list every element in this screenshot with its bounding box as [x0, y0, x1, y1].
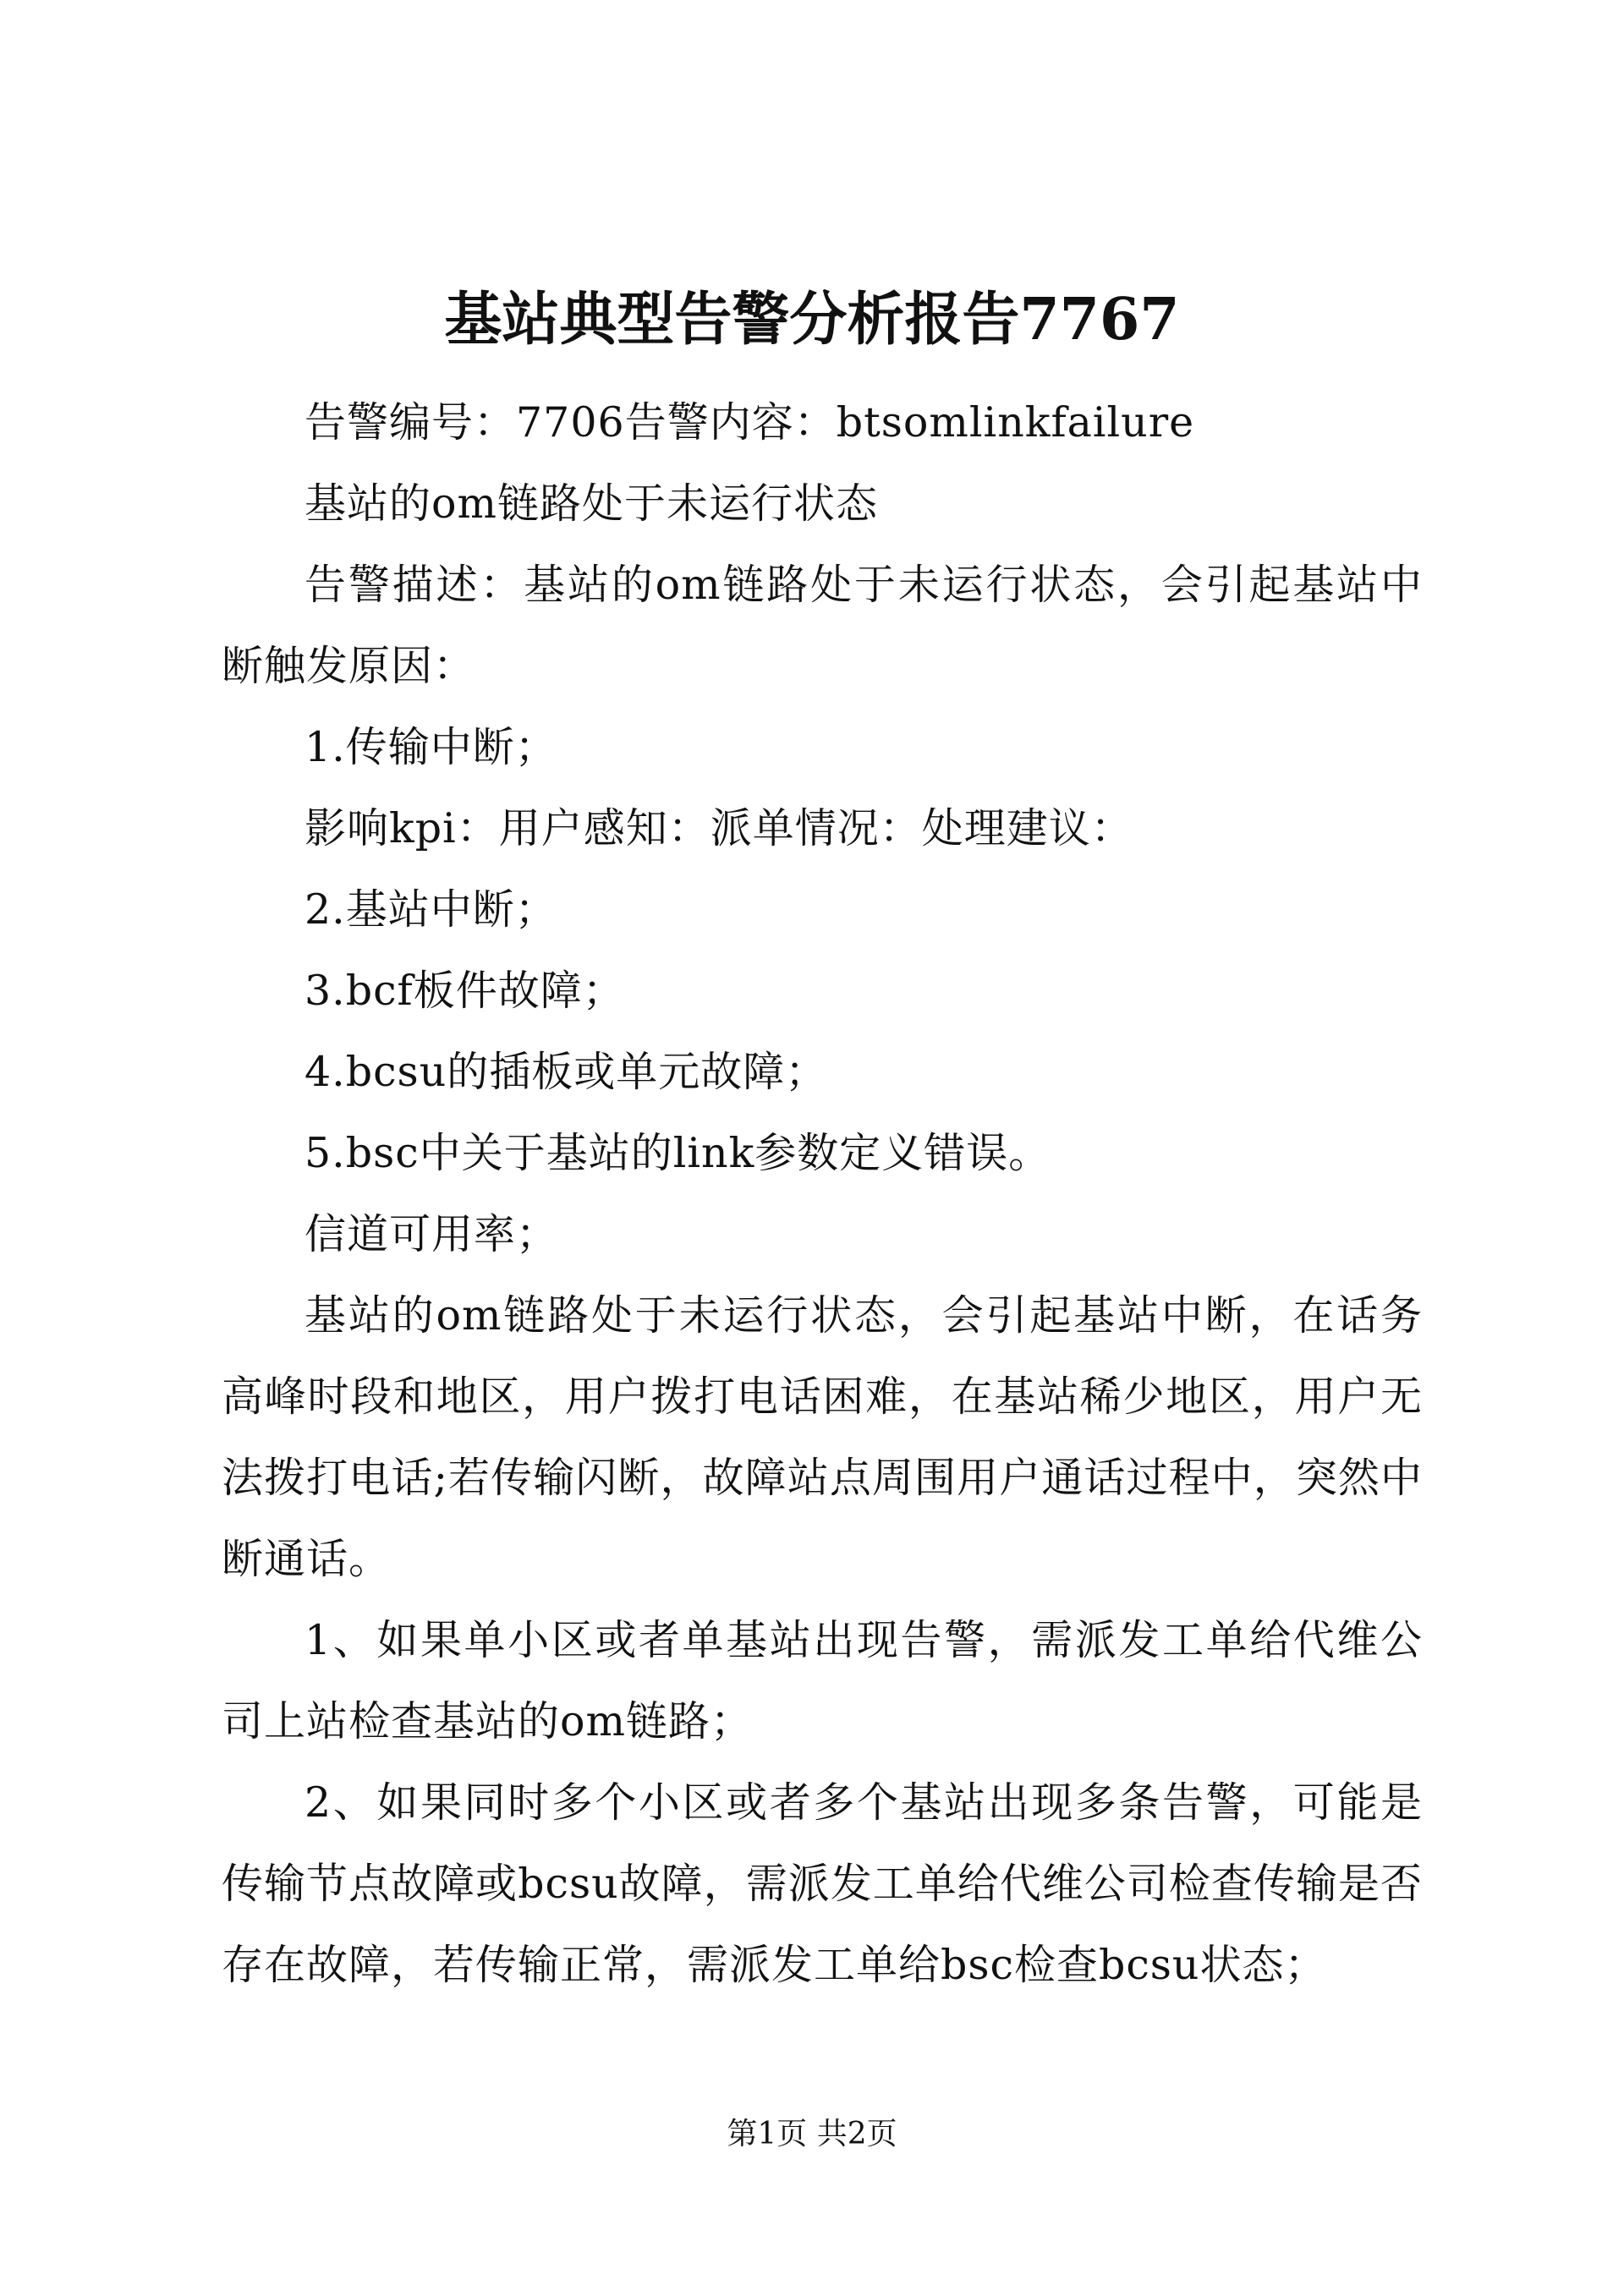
paragraph-suggestion-2: 2、如果同时多个小区或者多个基站出现多条告警，可能是传输节点故障或bcsu故障，需派发工单给代维公司检查传输是否存在故障，若传输正常，需派发工单给bsc检查bcsu状态；	[222, 1778, 1423, 1989]
paragraph-alarm-description: 告警描述：基站的om链路处于未运行状态，会引起基站中断触发原因：	[222, 561, 1423, 690]
paragraph-user-impact: 基站的om链路处于未运行状态，会引起基站中断，在话务高峰时段和地区，用户拨打电话困难，在基站稀少地区，用户无法拨打电话;若传输闪断，故障站点周围用户通话过程中，突然中断通话。	[222, 1291, 1423, 1583]
paragraph-cause-4: 4.bcsu的插板或单元故障；	[304, 1048, 828, 1096]
paragraph-cause-2: 2.基站中断；	[304, 885, 557, 934]
paragraph-alarm-id: 告警编号：7706告警内容：btsomlinkfailure	[304, 398, 1195, 447]
paragraph-suggestion-1: 1、如果单小区或者单基站出现告警，需派发工单给代维公司上站检查基站的om链路；	[222, 1616, 1423, 1745]
paragraph-cause-1: 1.传输中断；	[304, 723, 557, 771]
paragraph-cause-3: 3.bcf板件故障；	[304, 967, 625, 1015]
paragraph-alarm-summary: 基站的om链路处于未运行状态	[304, 479, 878, 528]
document-title: 基站典型告警分析报告7767	[444, 286, 1180, 353]
document-body	[222, 382, 1423, 2006]
paragraph-cause-5: 5.bsc中关于基站的link参数定义错误。	[304, 1129, 1051, 1177]
paragraph-kpi: 信道可用率；	[304, 1210, 559, 1258]
page-footer: 第1页 共2页	[727, 2117, 897, 2151]
paragraph-impact-headings: 影响kpi：用户感知：派单情况：处理建议：	[304, 804, 1133, 852]
